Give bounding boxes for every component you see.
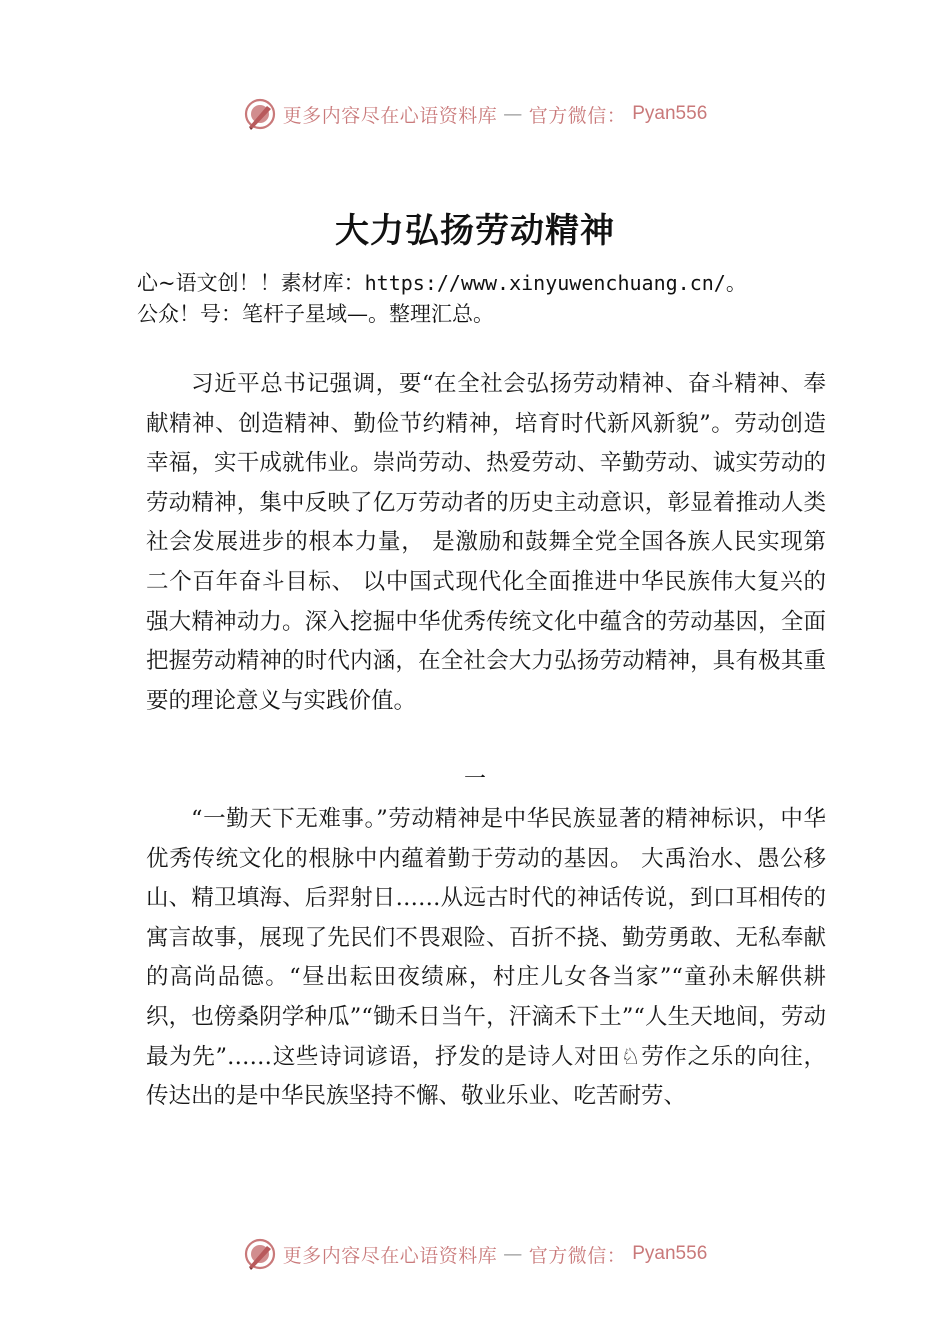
watermark-wechat-label: 官方微信： bbox=[528, 104, 627, 127]
source-prefix: 心~语文创！！素材库： bbox=[137, 271, 365, 295]
watermark-text: 更多内容尽在心语资料库 bbox=[282, 1244, 498, 1267]
pen-logo-icon bbox=[243, 97, 277, 131]
watermark-wechat-id: Pyan556 bbox=[632, 103, 708, 124]
document-title: 大力弘扬劳动精神 bbox=[335, 211, 615, 251]
pen-logo-icon bbox=[243, 1237, 277, 1271]
watermark-text: 更多内容尽在心语资料库 bbox=[282, 104, 498, 127]
section-number: 一 bbox=[463, 767, 486, 792]
source-url: https://www.xinyuwenchuang.cn/ bbox=[364, 271, 726, 295]
source-line-2: 公众！号：笔杆子星域—。整理汇总。 bbox=[137, 302, 494, 326]
watermark-banner-bottom bbox=[0, 1234, 950, 1274]
source-note bbox=[137, 268, 837, 330]
watermark-wechat-label: 官方微信： bbox=[528, 1244, 627, 1267]
body-paragraph-1-block bbox=[146, 365, 826, 721]
watermark-wechat-id: Pyan556 bbox=[632, 1243, 708, 1264]
body-paragraph-1: 习近平总书记强调，要“在全社会弘扬劳动精神、奋斗精神、奉献精神、创造精神、勤俭节约精神，培育时代新风新貌”。劳动创造幸福，实干成就伟业。崇尚劳动、热爱劳动、辛勤劳动、诚实劳动的劳动精神，集中反映了亿万劳动者的历史主动意识，彰显着推动人类社会发展进步的根本力量， 是激励和鼓舞全党全国各族人民实现第二个百年奋斗目标、 以中国式现代化全面推进中华民族伟大复兴的强大精神动力。深入挖掘中华优秀传统文化中蕴含的劳动基因，全面把握劳动精神的时代内涵，在全社会大力弘扬劳动精神，具有极其重要的理论意义与实践价值。 bbox=[146, 371, 826, 714]
body-paragraph-2: “一勤天下无难事。”劳动精神是中华民族显著的精神标识，中华优秀传统文化的根脉中内蕴着勤于劳动的基因。 大禹治水、愚公移山、精卫填海、后羿射日……从远古时代的神话传说，到口耳相传的寓言故事，展现了先民们不畏艰险、百折不挠、勤劳勇敢、无私奉献的高尚品德。“昼出耘田夜绩麻，村庄儿女各当家”“童孙未解供耕织，也傍桑阴学种瓜”“锄禾日当午，汗滴禾下土”“人生天地间，劳动最为先”……这些诗词谚语，抒发的是诗人对田♘劳作之乐的向往，传达出的是中华民族坚持不懈、敬业乐业、吃苦耐劳、 bbox=[146, 806, 826, 1110]
watermark-banner-top bbox=[0, 94, 950, 134]
watermark-separator: — bbox=[503, 103, 523, 125]
body-paragraph-2-block bbox=[146, 800, 826, 1117]
source-suffix: 。 bbox=[725, 271, 747, 295]
source-line-1 bbox=[137, 268, 837, 299]
watermark-separator: — bbox=[503, 1243, 523, 1265]
